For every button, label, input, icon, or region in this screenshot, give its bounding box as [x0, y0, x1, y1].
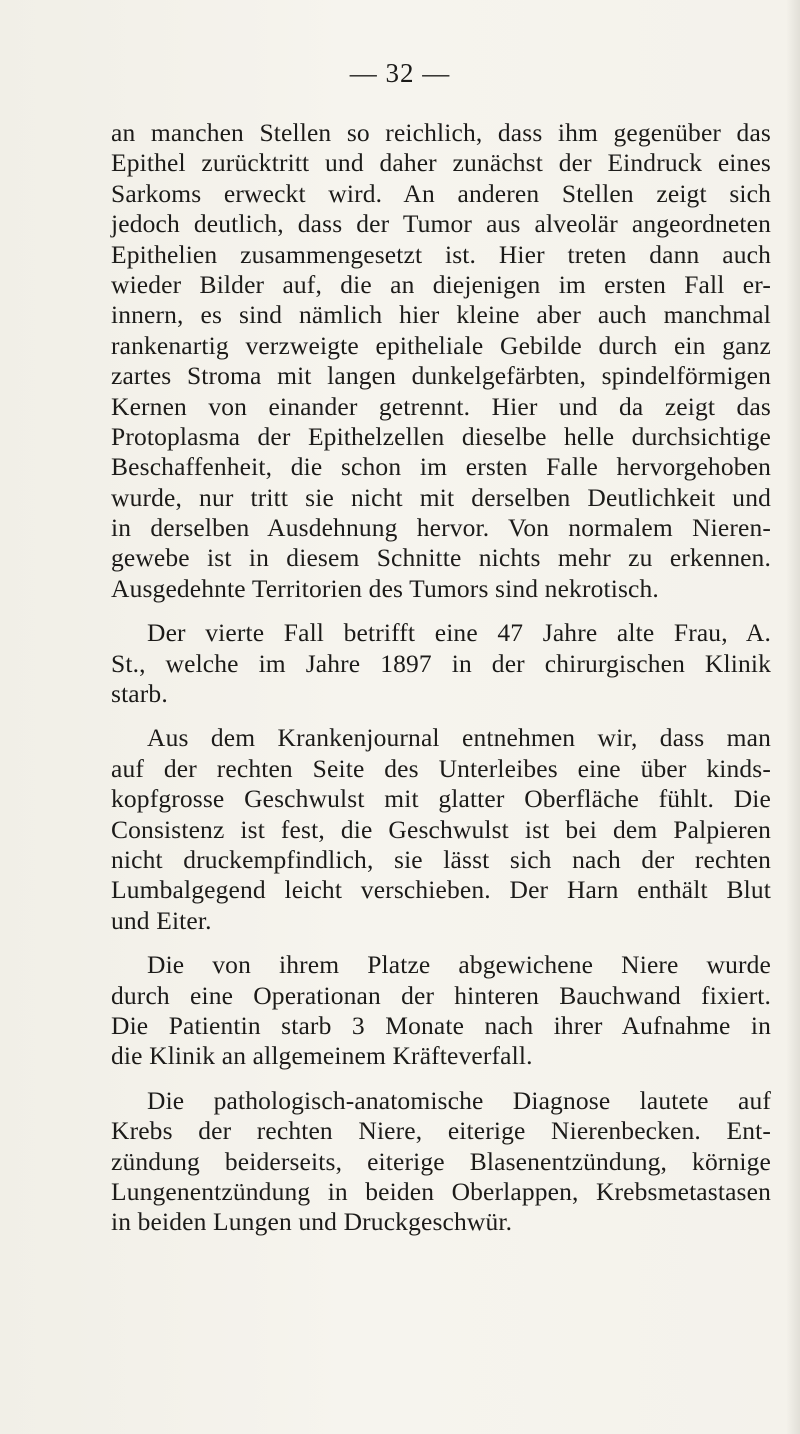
- text-line: Aus dem Krankenjournal entnehmen wir, dass man: [147, 723, 771, 753]
- text-line: Epithel zurücktritt und daher zunächst der Eindruck eines: [111, 148, 771, 178]
- text-line: wurde, nur tritt sie nicht mit derselben Deutlichkeit und: [111, 482, 771, 512]
- text-body: [111, 118, 771, 1238]
- text-line: Die Patientin starb 3 Monate nach ihrer Aufnahme in: [111, 1010, 771, 1040]
- text-line: Sarkoms erweckt wird. An anderen Stellen zeigt sich: [111, 178, 771, 208]
- paragraph-1: [111, 118, 771, 604]
- text-line: Protoplasma der Epithelzellen dieselbe helle durchsichtige: [111, 421, 771, 451]
- text-line: St., welche im Jahre 1897 in der chirurgischen Klinik: [111, 648, 771, 678]
- text-line: kopfgrosse Geschwulst mit glatter Oberfläche fühlt. Die: [111, 784, 771, 814]
- paragraph-2: [111, 618, 771, 709]
- text-line: die Klinik an allgemeinem Kräfteverfall.: [111, 1041, 533, 1071]
- text-line: Krebs der rechten Niere, eiterige Nierenbecken. Ent-: [111, 1116, 771, 1146]
- text-line: Epithelien zusammengesetzt ist. Hier treten dann auch: [111, 239, 771, 269]
- text-line: starb.: [111, 679, 168, 709]
- text-line: Der vierte Fall betrifft eine 47 Jahre alte Frau, A.: [147, 618, 771, 648]
- text-line: Die pathologisch-anatomische Diagnose lautete auf: [147, 1085, 771, 1115]
- text-line: rankenartig verzweigte epitheliale Gebilde durch ein ganz: [111, 330, 771, 360]
- text-line: innern, es sind nämlich hier kleine aber auch manchmal: [111, 300, 771, 330]
- text-line: Lumbalgegend leicht verschieben. Der Harn enthält Blut: [111, 875, 771, 905]
- paragraph-4: [111, 950, 771, 1072]
- text-line: Lungenentzündung in beiden Oberlappen, Krebsmetastasen: [111, 1176, 771, 1206]
- text-line: in beiden Lungen und Druckgeschwür.: [111, 1207, 513, 1237]
- text-line: Kernen von einander getrennt. Hier und da zeigt das: [111, 391, 771, 421]
- text-line: wieder Bilder auf, die an diejenigen im ersten Fall er-: [111, 269, 771, 299]
- text-line: zartes Stroma mit langen dunkelgefärbten, spindelförmigen: [111, 361, 771, 391]
- text-line: nicht druckempfindlich, sie lässt sich nach der rechten: [111, 844, 771, 874]
- paragraph-3: [111, 723, 771, 936]
- text-line: gewebe ist in diesem Schnitte nichts mehr zu erkennen.: [111, 543, 771, 573]
- text-line: an manchen Stellen so reichlich, dass ihm gegenüber das: [111, 118, 771, 147]
- text-line: Beschaffenheit, die schon im ersten Falle hervorgehoben: [111, 452, 771, 482]
- paragraph-5: [111, 1086, 771, 1238]
- text-line: und Eiter.: [111, 905, 212, 935]
- text-line: zündung beiderseits, eiterige Blasenentzündung, körnige: [111, 1146, 771, 1176]
- text-line: auf der rechten Seite des Unterleibes eine über kinds-: [111, 753, 771, 783]
- text-line: Die von ihrem Platze abgewichene Niere wurde: [147, 950, 771, 980]
- text-line: durch eine Operationan der hinteren Bauchwand fixiert.: [111, 980, 771, 1010]
- text-line: jedoch deutlich, dass der Tumor aus alveolär angeordneten: [111, 209, 771, 239]
- text-line: Consistenz ist fest, die Geschwulst ist bei dem Palpieren: [111, 814, 771, 844]
- text-line: in derselben Ausdehnung hervor. Von normalem Nieren-: [111, 513, 771, 543]
- page-number: — 32 —: [349, 58, 451, 88]
- text-line: Ausgedehnte Territorien des Tumors sind nekrotisch.: [111, 573, 659, 603]
- page-edge-shadow: [786, 0, 800, 1434]
